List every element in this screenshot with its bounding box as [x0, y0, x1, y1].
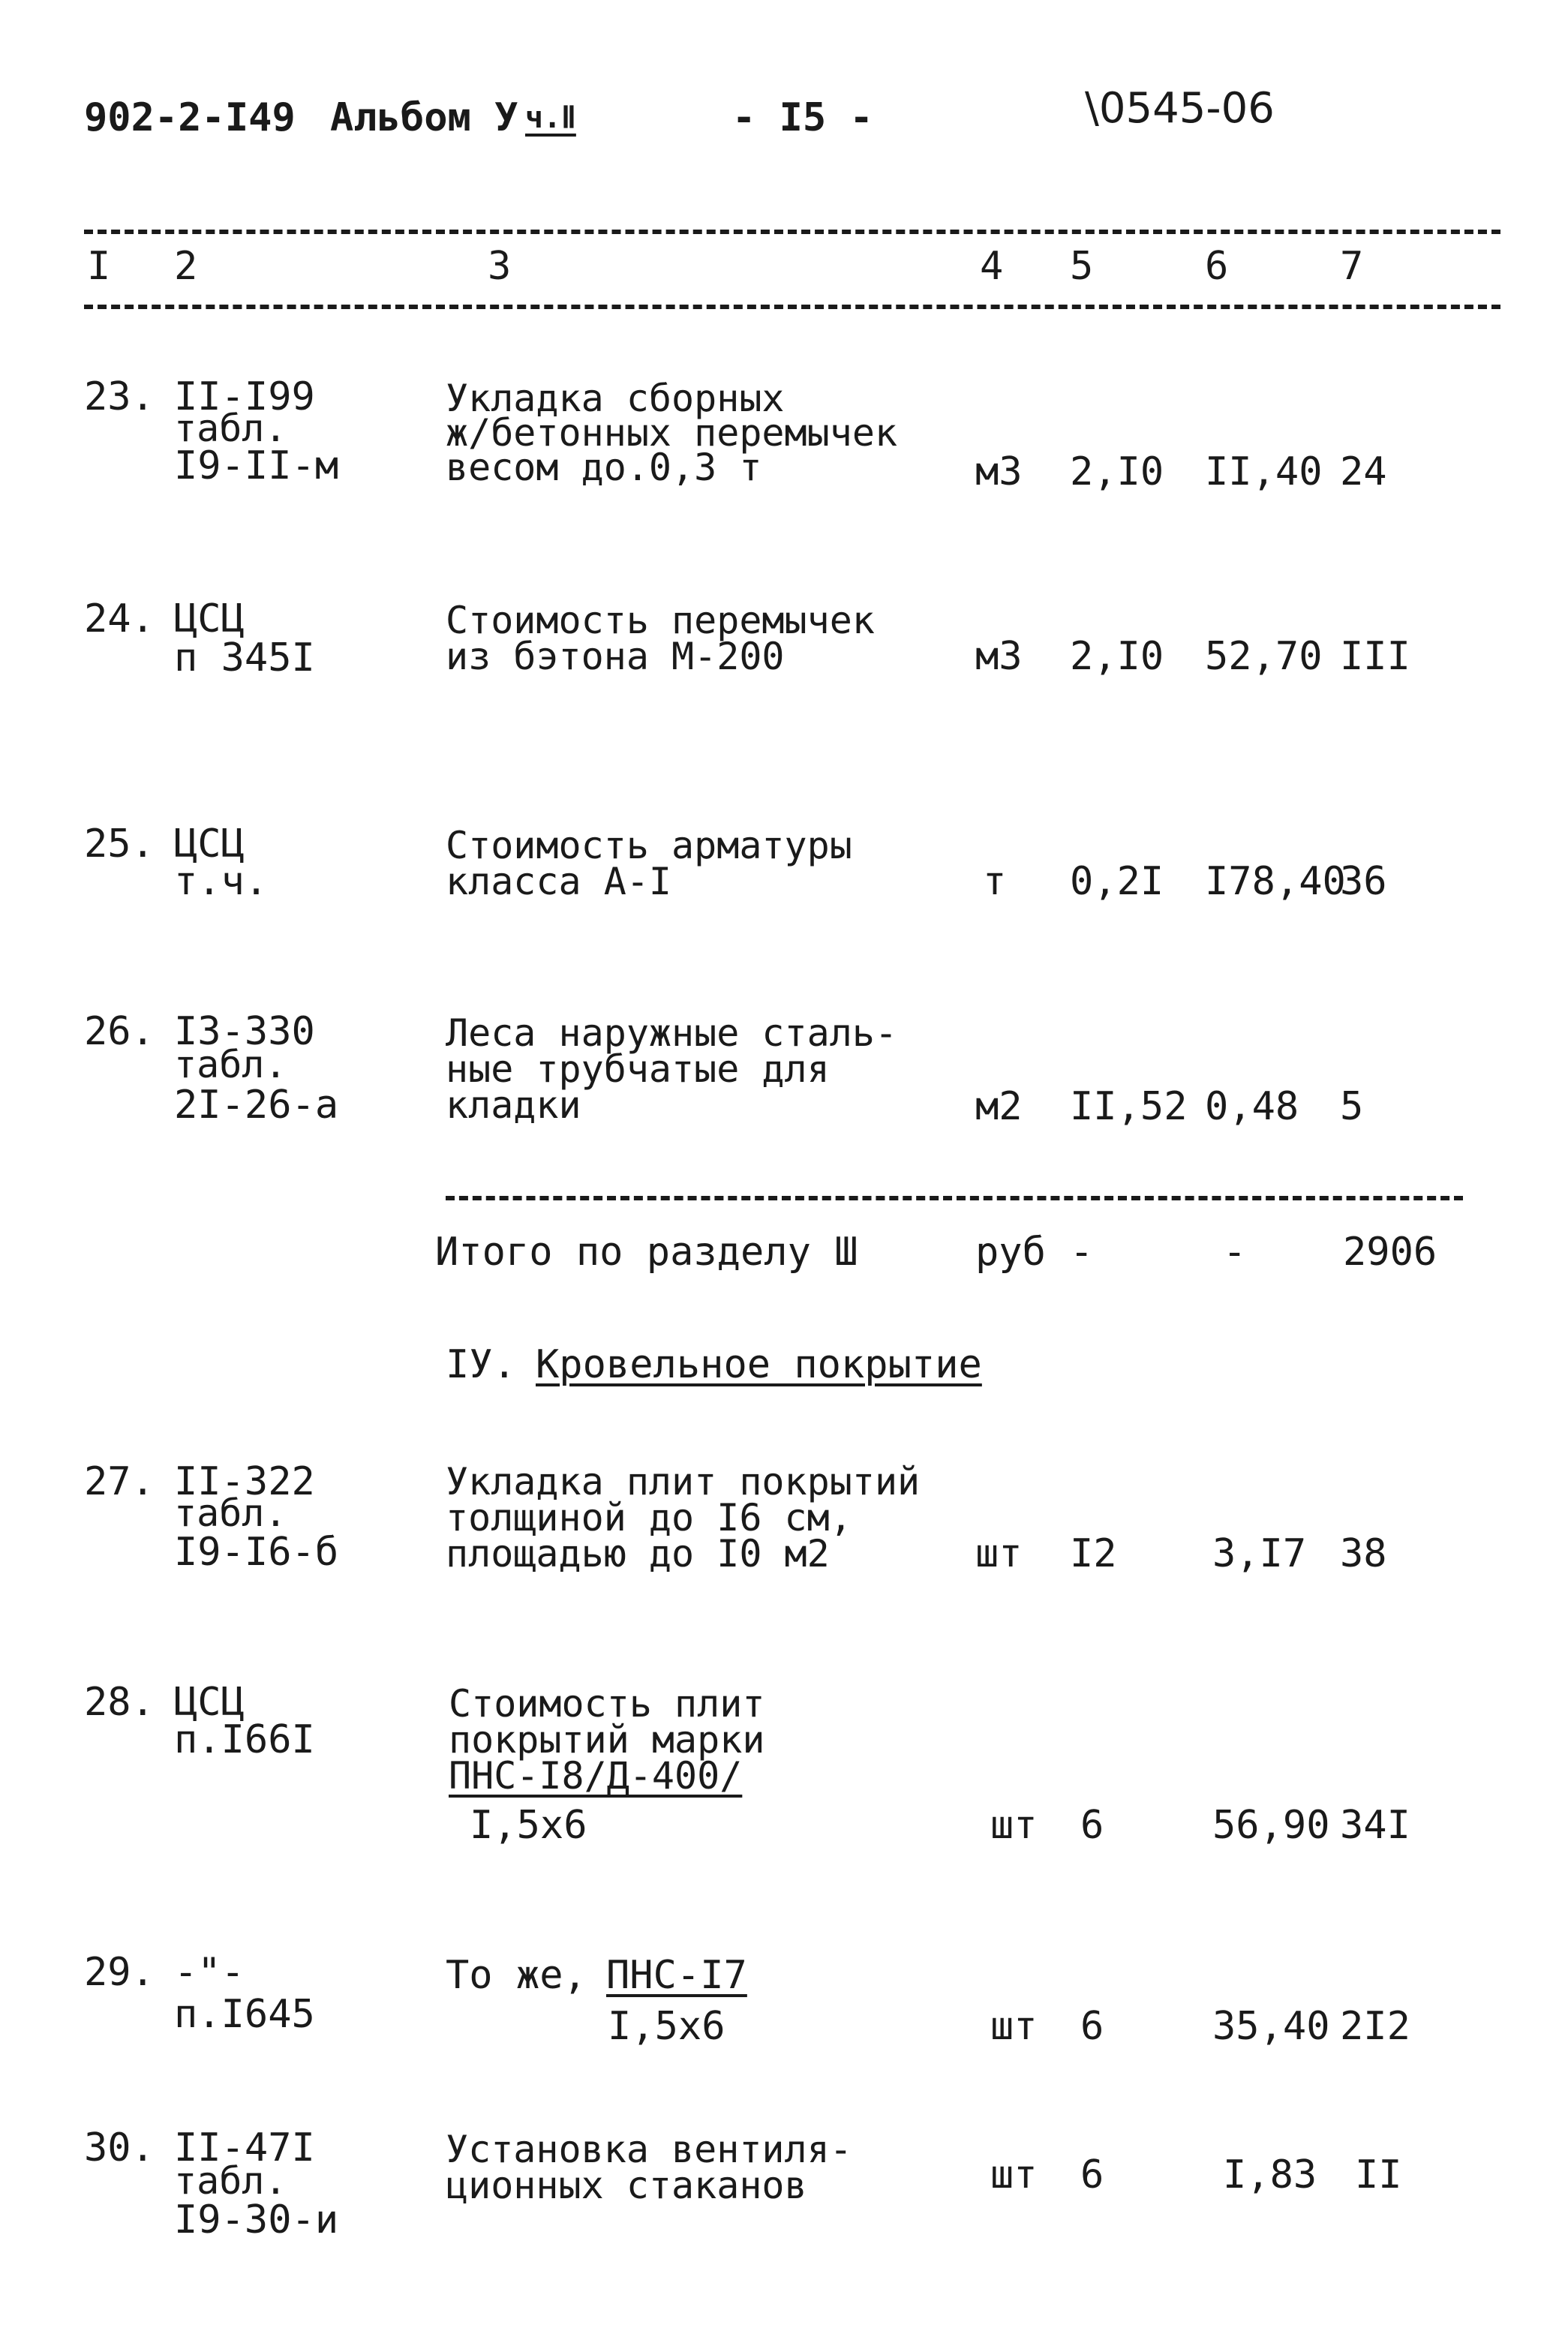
row-desc: из бэтона М-200: [446, 635, 785, 678]
row-desc-mark: ПНС-I7: [606, 1953, 747, 1998]
archive-number: \0545-06: [1085, 84, 1275, 133]
row-number: 29.: [84, 1950, 155, 1995]
row-desc: кладки: [446, 1083, 581, 1127]
column-header-7: 7: [1340, 244, 1364, 289]
row-desc-size: I,5х6: [470, 1803, 587, 1848]
row-number: 23.: [84, 374, 155, 419]
row-ref: -"-: [174, 1950, 245, 1995]
row-unit: м3: [975, 634, 1023, 679]
row-qty: 6: [1080, 2152, 1104, 2197]
row-number: 24.: [84, 596, 155, 641]
row-qty: 2,I0: [1070, 634, 1164, 679]
row-total: 34I: [1340, 1803, 1410, 1848]
row-qty: I2: [1070, 1531, 1117, 1576]
row-unit: шт: [990, 2152, 1038, 2197]
row-desc: Стоимость перемычек: [446, 599, 875, 642]
row-ref: II-322: [174, 1459, 315, 1504]
row-ref: табл.: [174, 1043, 287, 1086]
row-desc: ж/бетонных перемычек: [446, 411, 898, 455]
row-total: 38: [1340, 1531, 1387, 1576]
row-desc: ные трубчатые для: [446, 1047, 830, 1091]
doc-code: 902-2-I49: [84, 95, 296, 140]
row-desc: Леса наружные сталь-: [446, 1011, 898, 1055]
row-desc: То же,: [446, 1953, 611, 1998]
row-number: 27.: [84, 1459, 155, 1504]
row-number: 30.: [84, 2125, 155, 2170]
row-ref: I3-330: [174, 1009, 315, 1054]
row-price: 56,90: [1212, 1803, 1330, 1848]
row-unit: т: [983, 859, 1007, 904]
column-header-rule-bottom: [84, 305, 1500, 309]
row-desc: ционных стаканов: [446, 2164, 807, 2207]
row-total: 24: [1340, 449, 1387, 494]
column-header-1: I: [87, 244, 111, 289]
subtotal-qty: -: [1070, 1230, 1094, 1275]
row-total: 2I2: [1340, 2004, 1410, 2049]
row-desc: Стоимость арматуры: [446, 824, 852, 867]
row-qty: 6: [1080, 1803, 1104, 1848]
row-price: II,40: [1205, 449, 1323, 494]
row-desc-mark: ПНС-I8/Д-400/: [449, 1754, 743, 1798]
row-ref: ЦСЦ: [174, 1680, 245, 1725]
row-desc: Укладка сборных: [446, 377, 785, 420]
row-qty: 0,2I: [1070, 859, 1164, 904]
column-header-rule-top: [84, 230, 1500, 234]
subtotal-label: Итого по разделу Ш: [435, 1230, 858, 1275]
row-unit: м2: [975, 1084, 1023, 1129]
row-qty: 2,I0: [1070, 449, 1164, 494]
subtotal-rule: [446, 1196, 1463, 1200]
row-ref: I9-30-и: [174, 2197, 339, 2242]
row-price: I78,40: [1205, 859, 1346, 904]
row-unit: шт: [975, 1531, 1023, 1576]
row-number: 28.: [84, 1680, 155, 1725]
column-header-5: 5: [1070, 244, 1094, 289]
row-ref: II-47I: [174, 2125, 315, 2170]
row-ref: п 345I: [174, 635, 315, 680]
row-price: 52,70: [1205, 634, 1323, 679]
row-ref: ЦСЦ: [174, 596, 245, 641]
row-price: 35,40: [1212, 2004, 1330, 2049]
row-desc: Укладка плит покрытий: [446, 1460, 921, 1503]
row-ref: т.ч.: [174, 859, 269, 904]
column-header-6: 6: [1205, 244, 1229, 289]
row-number: 25.: [84, 822, 155, 867]
column-header-4: 4: [980, 244, 1004, 289]
row-desc: весом до.0,3 т: [446, 446, 762, 489]
row-total: 36: [1340, 859, 1387, 904]
row-ref: 2I-26-а: [174, 1083, 339, 1128]
row-number: 26.: [84, 1009, 155, 1054]
section-number: IУ.: [446, 1342, 516, 1387]
row-unit: шт: [990, 1803, 1038, 1848]
album-label: Альбом У: [330, 95, 518, 140]
section-title: Кровельное покрытие: [536, 1342, 982, 1387]
row-desc: класса А-I: [446, 860, 672, 903]
row-desc: Стоимость плит: [449, 1682, 765, 1726]
row-price: 3,I7: [1212, 1531, 1307, 1576]
row-ref: I9-I6-б: [174, 1530, 339, 1575]
row-total: II: [1355, 2152, 1402, 2197]
row-ref: табл.: [174, 407, 287, 450]
row-total: 5: [1340, 1084, 1364, 1129]
row-price: 0,48: [1205, 1084, 1299, 1129]
subtotal-total: 2906: [1343, 1230, 1437, 1275]
row-ref: табл.: [174, 2159, 287, 2203]
column-header-2: 2: [174, 244, 198, 289]
row-qty: II,52: [1070, 1084, 1188, 1129]
column-header-3: 3: [488, 244, 512, 289]
subtotal-price: -: [1223, 1230, 1247, 1275]
row-unit: м3: [975, 449, 1023, 494]
row-ref: табл.: [174, 1491, 287, 1535]
row-ref: I9-II-м: [174, 443, 339, 488]
row-ref: п.I645: [174, 1992, 315, 2037]
row-ref: п.I66I: [174, 1717, 315, 1762]
subtotal-unit: руб: [975, 1230, 1046, 1275]
row-desc-size: I,5х6: [608, 2004, 725, 2049]
row-total: III: [1340, 634, 1410, 679]
row-desc: толщиной до I6 см,: [446, 1496, 852, 1539]
row-desc: площадью до I0 м2: [446, 1532, 830, 1576]
row-ref: II-I99: [174, 374, 315, 419]
row-qty: 6: [1080, 2004, 1104, 2049]
row-desc: Установка вентиля-: [446, 2128, 852, 2171]
row-price: I,83: [1223, 2152, 1317, 2197]
row-desc: покрытий марки: [449, 1718, 765, 1762]
page-number: - I5 -: [732, 95, 873, 140]
album-part: ч.Ⅱ: [525, 101, 576, 135]
row-ref: ЦСЦ: [174, 822, 245, 867]
row-unit: шт: [990, 2004, 1038, 2049]
